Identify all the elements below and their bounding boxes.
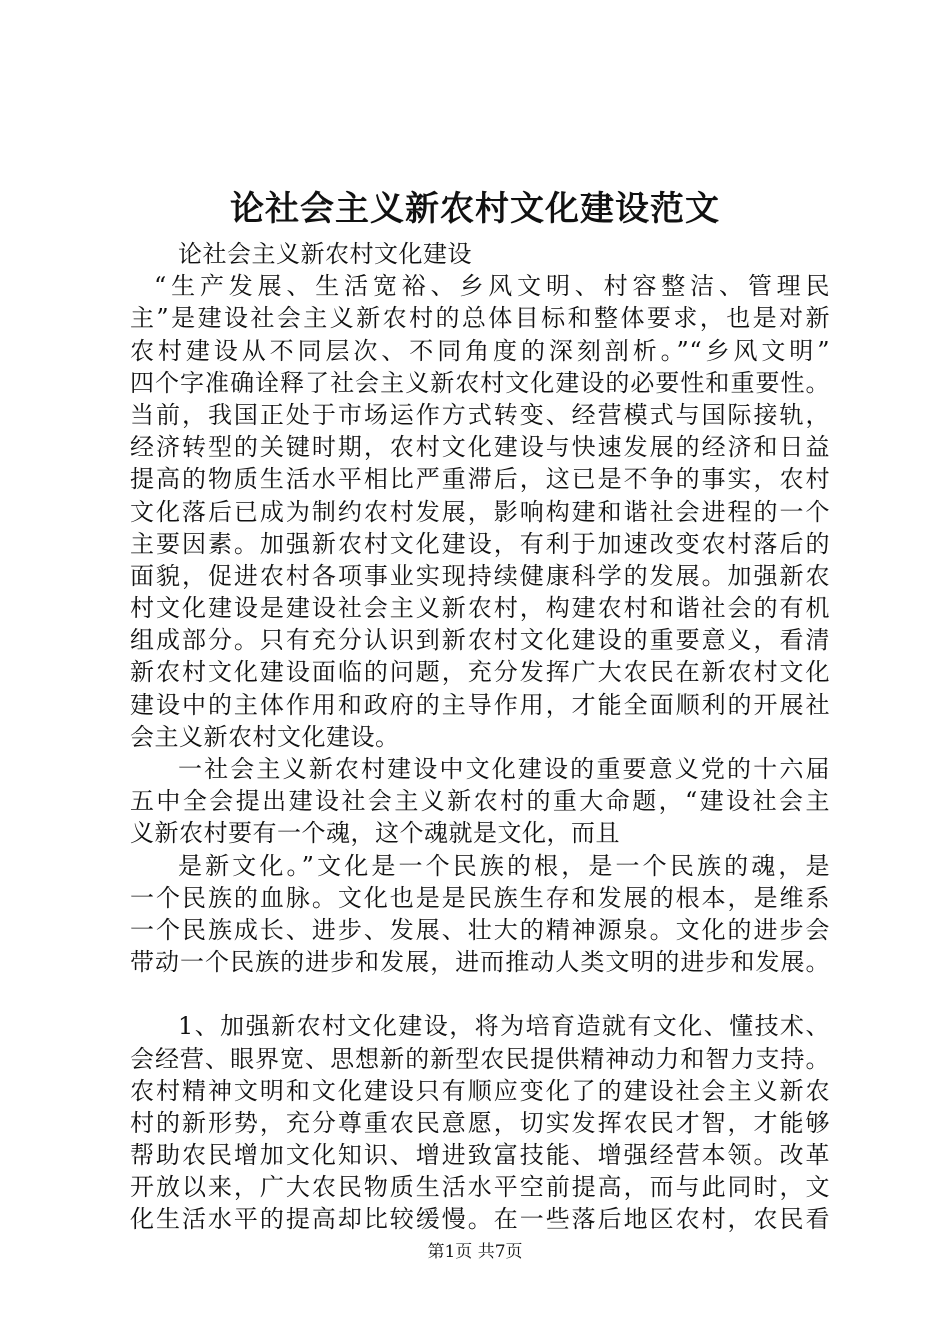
- text-line: 化生活水平的提高却比较缓慢。在一些落后地区农村，农民看: [130, 1205, 830, 1234]
- text-line: 是新文化。”文化是一个民族的根，是一个民族的魂，是: [178, 851, 830, 880]
- text-line: 组成部分。只有充分认识到新农村文化建设的重要意义，看清: [130, 626, 830, 655]
- text-line: 会主义新农村文化建设。: [130, 722, 400, 751]
- text-line: 会经营、眼界宽、思想新的新型农民提供精神动力和智力支持。: [130, 1044, 830, 1073]
- text-line: 带动一个民族的进步和发展，进而推动人类文明的进步和发展。: [130, 948, 830, 977]
- text-line: 1、加强新农村文化建设，将为培育造就有文化、懂技术、: [178, 1012, 830, 1041]
- text-line: 一社会主义新农村建设中文化建设的重要意义党的十六届: [178, 755, 830, 783]
- subtitle-line: 论社会主义新农村文化建设: [178, 240, 472, 268]
- text-line: 新农村文化建设面临的问题，充分发挥广大农民在新农村文化: [130, 658, 830, 687]
- text-line: 开放以来，广大农民物质生活水平空前提高，而与此同时，文: [130, 1173, 830, 1202]
- text-line: 建设中的主体作用和政府的主导作用，才能全面顺利的开展社: [130, 690, 830, 719]
- text-line: 提高的物质生活水平相比严重滞后，这已是不争的事实，农村: [130, 465, 830, 494]
- text-line: 一个民族成长、进步、发展、壮大的精神源泉。文化的进步会: [130, 915, 830, 944]
- text-line: 帮助农民增加文化知识、增进致富技能、增强经营本领。改革: [130, 1141, 830, 1170]
- text-line: 农村精神文明和文化建设只有顺应变化了的建设社会主义新农: [130, 1076, 830, 1105]
- text-line: 五中全会提出建设社会主义新农村的重大命题，“建设社会主: [130, 787, 830, 816]
- text-line: 经济转型的关键时期，农村文化建设与快速发展的经济和日益: [130, 433, 830, 462]
- text-line: 义新农村要有一个魂，这个魂就是文化，而且: [130, 819, 620, 848]
- text-line: 面貌，促进农村各项事业实现持续健康科学的发展。加强新农: [130, 561, 830, 590]
- text-line: 一个民族的血脉。文化也是是民族生存和发展的根本，是维系: [130, 883, 830, 912]
- text-line: 农村建设从不同层次、不同角度的深刻剖析。”“乡风文明”: [130, 336, 830, 365]
- paragraph-gap: [130, 978, 830, 1010]
- text-line: 村文化建设是建设社会主义新农村，构建农村和谐社会的有机: [130, 594, 830, 623]
- text-line: “生产发展、生活宽裕、乡风文明、村容整洁、管理民: [154, 272, 830, 301]
- text-line: 村的新形势，充分尊重农民意愿，切实发挥农民才智，才能够: [130, 1108, 830, 1137]
- text-line: 当前，我国正处于市场运作方式转变、经营模式与国际接轨，: [130, 400, 830, 429]
- text-line: 文化落后已成为制约农村发展，影响构建和谐社会进程的一个: [130, 497, 830, 526]
- text-line: 主”是建设社会主义新农村的总体目标和整体要求，也是对新: [130, 304, 830, 333]
- text-line: 主要因素。加强新农村文化建设，有利于加速改变农村落后的: [130, 529, 830, 558]
- text-line: 四个字准确诠释了社会主义新农村文化建设的必要性和重要性。: [130, 368, 830, 397]
- document-title: 论社会主义新农村文化建设范文: [230, 189, 720, 229]
- document-body: [130, 238, 830, 1236]
- page-footer: 第1页 共7页: [427, 1242, 523, 1262]
